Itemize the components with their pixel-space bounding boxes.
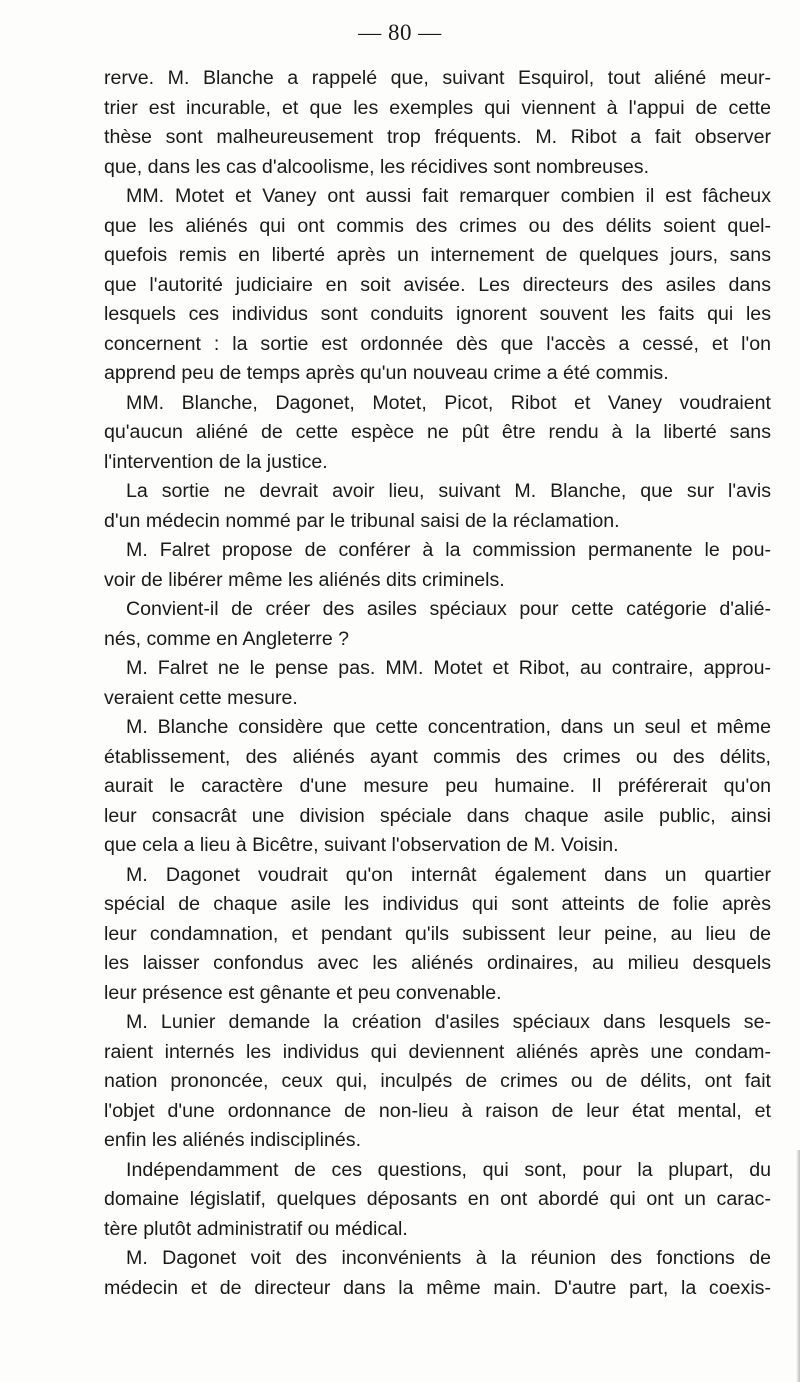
text-line: l'objet d'une ordonnance de non-lieu à raison de leur état mental, et <box>104 1099 771 1122</box>
text-line: veraient cette mesure. <box>104 686 298 709</box>
text-line: La sortie ne devrait avoir lieu, suivant M. Blanche, que sur l'avis <box>126 480 771 502</box>
body-text <box>104 64 771 1303</box>
text-line: M. Falret propose de conférer à la commission permanente le pou- <box>126 539 771 561</box>
text-line: M. Dagonet voudrait qu'on internât également dans un quartier <box>126 863 771 886</box>
text-line: M. Falret ne le pense pas. MM. Motet et Ribot, au contraire, approu- <box>126 657 771 679</box>
text-line: l'intervention de la justice. <box>104 450 328 473</box>
text-line: médecin et de directeur dans la même main. D'autre part, la coexis- <box>104 1276 771 1299</box>
text-line: aurait le caractère d'une mesure peu humaine. Il préférerait qu'on <box>104 775 771 797</box>
text-line: quefois remis en liberté après un internement de quelques jours, sans <box>104 244 771 266</box>
text-line: leur condamnation, et pendant qu'ils subissent leur peine, au lieu de <box>104 922 771 945</box>
text-line: que, dans les cas d'alcoolisme, les récidives sont nombreuses. <box>104 155 650 178</box>
text-line: voir de libérer même les aliénés dits criminels. <box>104 568 505 591</box>
text-line: les laisser confondus avec les aliénés ordinaires, au milieu desquels <box>104 952 771 974</box>
text-line: établissement, des aliénés ayant commis des crimes ou des délits, <box>104 745 771 768</box>
text-line: raient internés les individus qui deviennent aliénés après une condam- <box>104 1040 771 1063</box>
text-line: que les aliénés qui ont commis des crimes ou des délits soient quel- <box>104 214 771 237</box>
text-line: trier est incurable, et que les exemples qui viennent à l'appui de cette <box>104 96 771 119</box>
text-line: nés, comme en Angleterre ? <box>104 627 350 650</box>
text-line: domaine législatif, quelques déposants en ont abordé qui ont un carac- <box>104 1188 771 1210</box>
text-line: thèse sont malheureusement trop fréquents. M. Ribot a fait observer <box>104 126 771 148</box>
text-line: que l'autorité judiciaire en soit avisée. Les directeurs des asiles dans <box>104 273 771 296</box>
text-line: M. Blanche considère que cette concentration, dans un seul et même <box>126 716 771 738</box>
text-line: apprend peu de temps après qu'un nouveau crime a été commis. <box>104 362 669 384</box>
text-line: spécial de chaque asile les individus qui sont atteints de folie après <box>104 893 771 915</box>
page-number: — 80 — <box>358 20 442 45</box>
text-line: Indépendamment de ces questions, qui sont, pour la plupart, du <box>126 1158 771 1181</box>
text-line: MM. Blanche, Dagonet, Motet, Picot, Ribot et Vaney voudraient <box>126 391 771 414</box>
text-line: rerve. M. Blanche a rappelé que, suivant Esquirol, tout aliéné meur- <box>104 67 771 89</box>
text-line: d'un médecin nommé par le tribunal saisi de la réclamation. <box>104 509 620 532</box>
text-line: enfin les aliénés indisciplinés. <box>104 1129 362 1151</box>
text-line: nation prononcée, ceux qui, inculpés de crimes ou de délits, ont fait <box>104 1070 771 1092</box>
page-edge-shadow <box>796 1150 800 1382</box>
text-line: leur présence est gênante et peu convenable. <box>104 981 502 1004</box>
text-line: lesquels ces individus sont conduits ignorent souvent les faits qui les <box>104 303 771 325</box>
text-line: M. Dagonet voit des inconvénients à la réunion des fonctions de <box>126 1247 771 1269</box>
text-line: M. Lunier demande la création d'asiles spéciaux dans lesquels se- <box>126 1011 771 1033</box>
text-line: qu'aucun aliéné de cette espèce ne pût être rendu à la liberté sans <box>104 421 771 443</box>
text-line: tère plutôt administratif ou médical. <box>104 1217 408 1240</box>
text-line: leur consacrât une division spéciale dans chaque asile public, ainsi <box>104 804 771 827</box>
text-line: Convient-il de créer des asiles spéciaux pour cette catégorie d'alié- <box>126 598 771 620</box>
text-line: MM. Motet et Vaney ont aussi fait remarquer combien il est fâcheux <box>126 185 771 207</box>
text-line: que cela a lieu à Bicêtre, suivant l'observation de M. Voisin. <box>104 834 619 856</box>
text-line: concernent : la sortie est ordonnée dès que l'accès a cessé, et l'on <box>104 332 771 355</box>
